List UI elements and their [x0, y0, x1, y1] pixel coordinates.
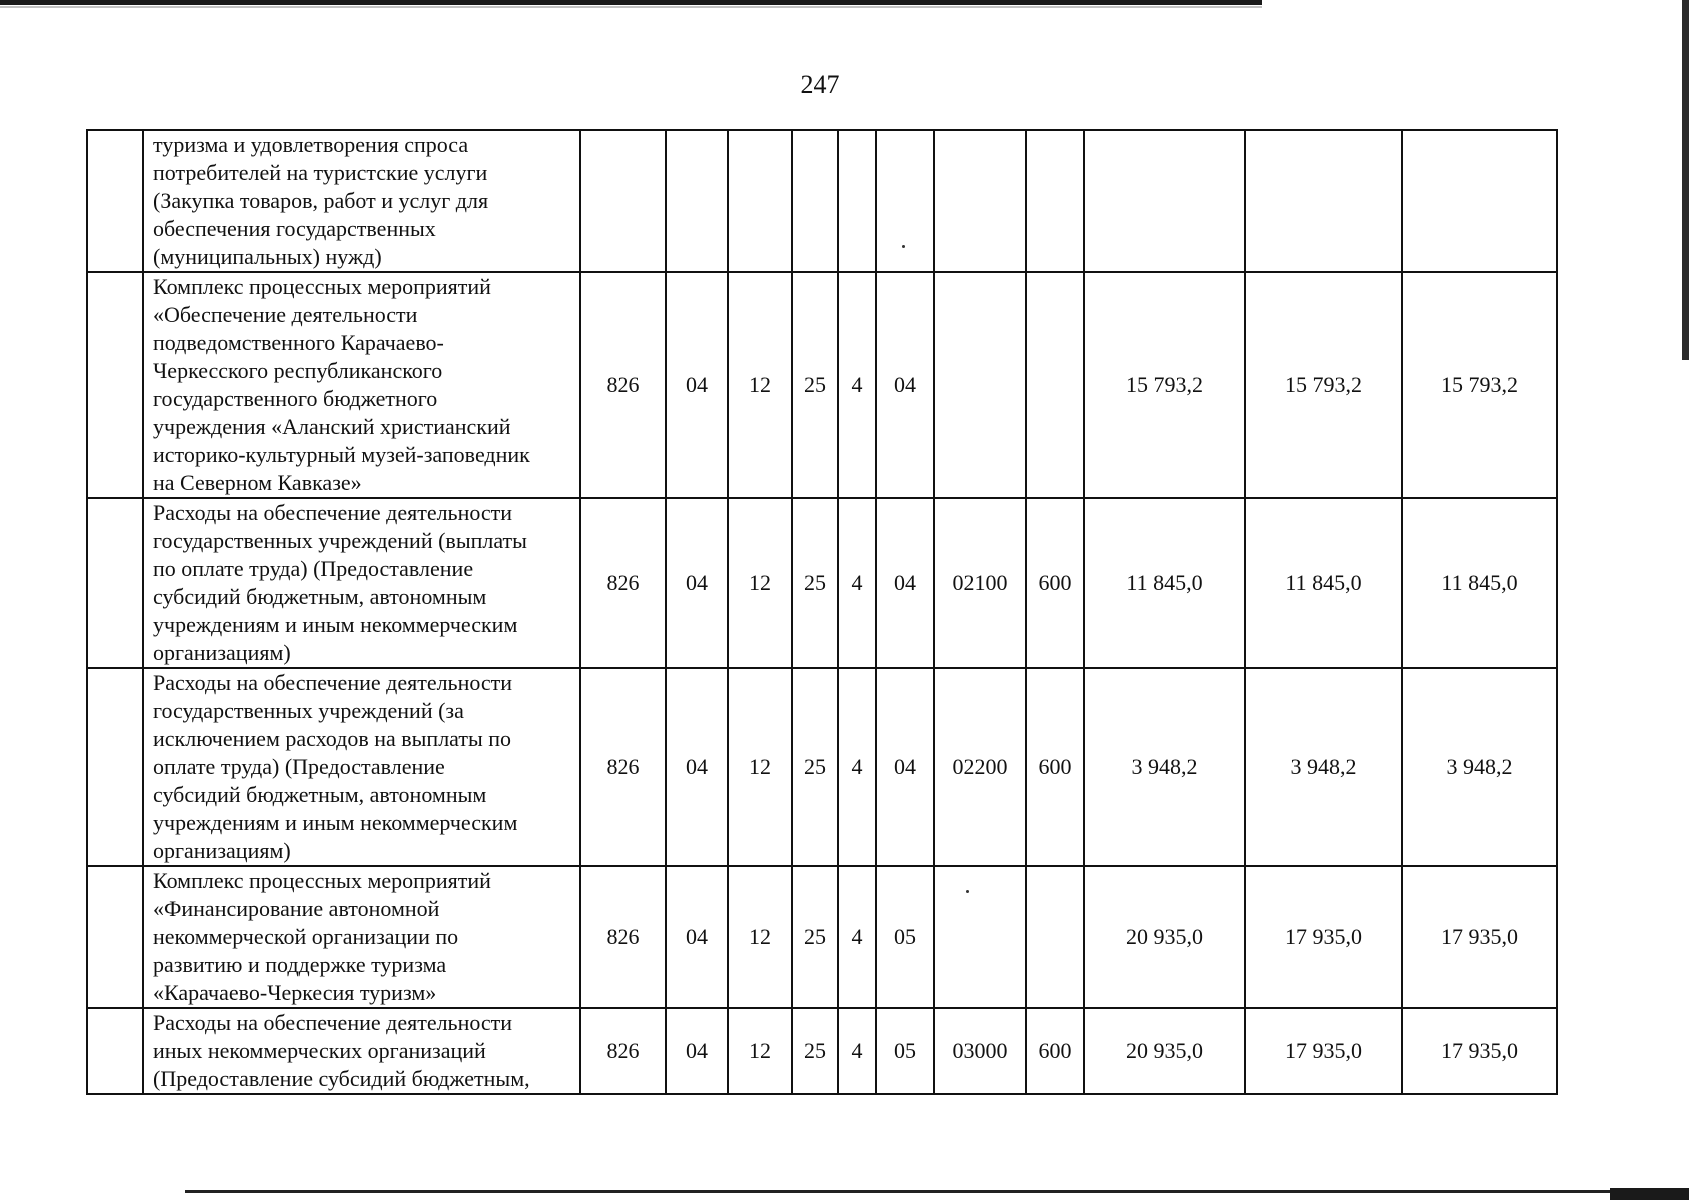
amount-year-1-cell: 20 935,0: [1084, 1008, 1245, 1094]
program-type-code-cell: 4: [838, 272, 876, 498]
amount-year-3-cell: 3 948,2: [1402, 668, 1557, 866]
description-line: (муниципальных) нужд): [153, 244, 382, 269]
complex-code-cell: [876, 130, 934, 272]
scan-speck: [966, 890, 969, 893]
subsection-code-cell: 12: [728, 272, 792, 498]
amount-year-3-cell: 11 845,0: [1402, 498, 1557, 668]
row-number-cell: [87, 1008, 143, 1094]
description-line: некоммерческой организации по: [153, 924, 459, 949]
description-line: «Обеспечение деятельности: [153, 302, 418, 327]
complex-code-cell: 04: [876, 272, 934, 498]
scan-edge-top: [0, 0, 1262, 5]
description-cell: [143, 866, 580, 1008]
row-number-cell: [87, 272, 143, 498]
amount-year-2-cell: 11 845,0: [1245, 498, 1402, 668]
row-number-cell: [87, 130, 143, 272]
table-row: [87, 668, 1557, 866]
subsection-code-cell: 12: [728, 1008, 792, 1094]
scan-edge-bottom: [185, 1190, 1689, 1193]
program-code-cell: 25: [792, 498, 838, 668]
table-row: [87, 866, 1557, 1008]
section-code-cell: [666, 130, 728, 272]
expense-direction-code-cell: 03000: [934, 1008, 1026, 1094]
program-type-code-cell: 4: [838, 498, 876, 668]
section-code-cell: 04: [666, 866, 728, 1008]
description-line: Комплекс процессных мероприятий: [153, 274, 491, 299]
program-code-cell: 25: [792, 866, 838, 1008]
program-type-code-cell: 4: [838, 866, 876, 1008]
expense-direction-code-cell: [934, 130, 1026, 272]
row-number-cell: [87, 866, 143, 1008]
table-body: [87, 130, 1557, 1094]
expense-type-code-cell: 600: [1026, 498, 1084, 668]
amount-year-1-cell: 11 845,0: [1084, 498, 1245, 668]
program-code-cell: [792, 130, 838, 272]
description-line: «Карачаево-Черкесия туризм»: [153, 980, 437, 1005]
subsection-code-cell: [728, 130, 792, 272]
section-code-cell: 04: [666, 1008, 728, 1094]
amount-year-2-cell: 17 935,0: [1245, 1008, 1402, 1094]
ministry-code-cell: 826: [580, 498, 666, 668]
program-code-cell: 25: [792, 272, 838, 498]
description-line: оплате труда) (Предоставление: [153, 754, 445, 779]
row-number-cell: [87, 668, 143, 866]
complex-code-cell: 05: [876, 866, 934, 1008]
description-line: историко-культурный музей-заповедник: [153, 442, 530, 467]
complex-code-cell: 05: [876, 1008, 934, 1094]
program-code-cell: 25: [792, 668, 838, 866]
amount-year-2-cell: 15 793,2: [1245, 272, 1402, 498]
amount-year-3-cell: 17 935,0: [1402, 866, 1557, 1008]
amount-year-1-cell: 20 935,0: [1084, 866, 1245, 1008]
description-line: организациям): [153, 640, 291, 665]
description-line: Черкесского республиканского: [153, 358, 443, 383]
description-line: «Финансирование автономной: [153, 896, 440, 921]
program-type-code-cell: 4: [838, 1008, 876, 1094]
table-row: [87, 1008, 1557, 1094]
budget-table: [86, 129, 1558, 1095]
description-line: исключением расходов на выплаты по: [153, 726, 512, 751]
description-line: учреждениям и иным некоммерческим: [153, 612, 518, 637]
description-line: субсидий бюджетным, автономным: [153, 782, 487, 807]
amount-year-3-cell: 15 793,2: [1402, 272, 1557, 498]
ministry-code-cell: 826: [580, 668, 666, 866]
expense-type-code-cell: [1026, 272, 1084, 498]
subsection-code-cell: 12: [728, 668, 792, 866]
amount-year-1-cell: [1084, 130, 1245, 272]
description-line: по оплате труда) (Предоставление: [153, 556, 474, 581]
description-line: обеспечения государственных: [153, 216, 436, 241]
description-cell: [143, 498, 580, 668]
subsection-code-cell: 12: [728, 498, 792, 668]
program-type-code-cell: [838, 130, 876, 272]
amount-year-2-cell: [1245, 130, 1402, 272]
description-line: субсидий бюджетным, автономным: [153, 584, 487, 609]
description-line: развитию и поддержке туризма: [153, 952, 447, 977]
program-code-cell: 25: [792, 1008, 838, 1094]
expense-type-code-cell: [1026, 866, 1084, 1008]
ministry-code-cell: 826: [580, 1008, 666, 1094]
expense-type-code-cell: [1026, 130, 1084, 272]
description-line: государственного бюджетного: [153, 386, 438, 411]
complex-code-cell: 04: [876, 498, 934, 668]
amount-year-2-cell: 17 935,0: [1245, 866, 1402, 1008]
description-line: туризма и удовлетворения спроса: [153, 132, 469, 157]
scan-edge-bottom-corner: [1610, 1188, 1689, 1200]
description-line: Расходы на обеспечение деятельности: [153, 500, 513, 525]
row-number-cell: [87, 498, 143, 668]
description-line: подведомственного Карачаево-: [153, 330, 444, 355]
expense-direction-code-cell: 02200: [934, 668, 1026, 866]
table-row: [87, 498, 1557, 668]
section-code-cell: 04: [666, 668, 728, 866]
description-cell: [143, 668, 580, 866]
description-line: (Предоставление субсидий бюджетным,: [153, 1066, 530, 1091]
description-line: государственных учреждений (выплаты: [153, 528, 527, 553]
ministry-code-cell: [580, 130, 666, 272]
amount-year-2-cell: 3 948,2: [1245, 668, 1402, 866]
page-number: 247: [800, 70, 840, 99]
description-line: (Закупка товаров, работ и услуг для: [153, 188, 489, 213]
description-line: иных некоммерческих организаций: [153, 1038, 486, 1063]
section-code-cell: 04: [666, 272, 728, 498]
amount-year-3-cell: [1402, 130, 1557, 272]
description-cell: [143, 272, 580, 498]
expense-direction-code-cell: [934, 866, 1026, 1008]
expense-type-code-cell: 600: [1026, 1008, 1084, 1094]
ministry-code-cell: 826: [580, 272, 666, 498]
scan-edge-top-shadow: [0, 6, 1262, 8]
subsection-code-cell: 12: [728, 866, 792, 1008]
table-row: [87, 272, 1557, 498]
description-line: потребителей на туристские услуги: [153, 160, 488, 185]
description-line: учреждения «Аланский христианский: [153, 414, 511, 439]
description-line: учреждениям и иным некоммерческим: [153, 810, 518, 835]
amount-year-1-cell: 15 793,2: [1084, 272, 1245, 498]
description-line: на Северном Кавказе»: [153, 470, 362, 495]
amount-year-3-cell: 17 935,0: [1402, 1008, 1557, 1094]
complex-code-cell: 04: [876, 668, 934, 866]
description-cell: [143, 1008, 580, 1094]
description-line: Расходы на обеспечение деятельности: [153, 1010, 513, 1035]
ministry-code-cell: 826: [580, 866, 666, 1008]
expense-direction-code-cell: [934, 272, 1026, 498]
program-type-code-cell: 4: [838, 668, 876, 866]
description-line: государственных учреждений (за: [153, 698, 464, 723]
description-line: Комплекс процессных мероприятий: [153, 868, 491, 893]
expense-direction-code-cell: 02100: [934, 498, 1026, 668]
description-cell: [143, 130, 580, 272]
description-line: организациям): [153, 838, 291, 863]
expense-type-code-cell: 600: [1026, 668, 1084, 866]
amount-year-1-cell: 3 948,2: [1084, 668, 1245, 866]
scan-speck: [902, 245, 905, 248]
section-code-cell: 04: [666, 498, 728, 668]
scan-edge-right: [1682, 0, 1689, 360]
table-row: [87, 130, 1557, 272]
description-line: Расходы на обеспечение деятельности: [153, 670, 513, 695]
